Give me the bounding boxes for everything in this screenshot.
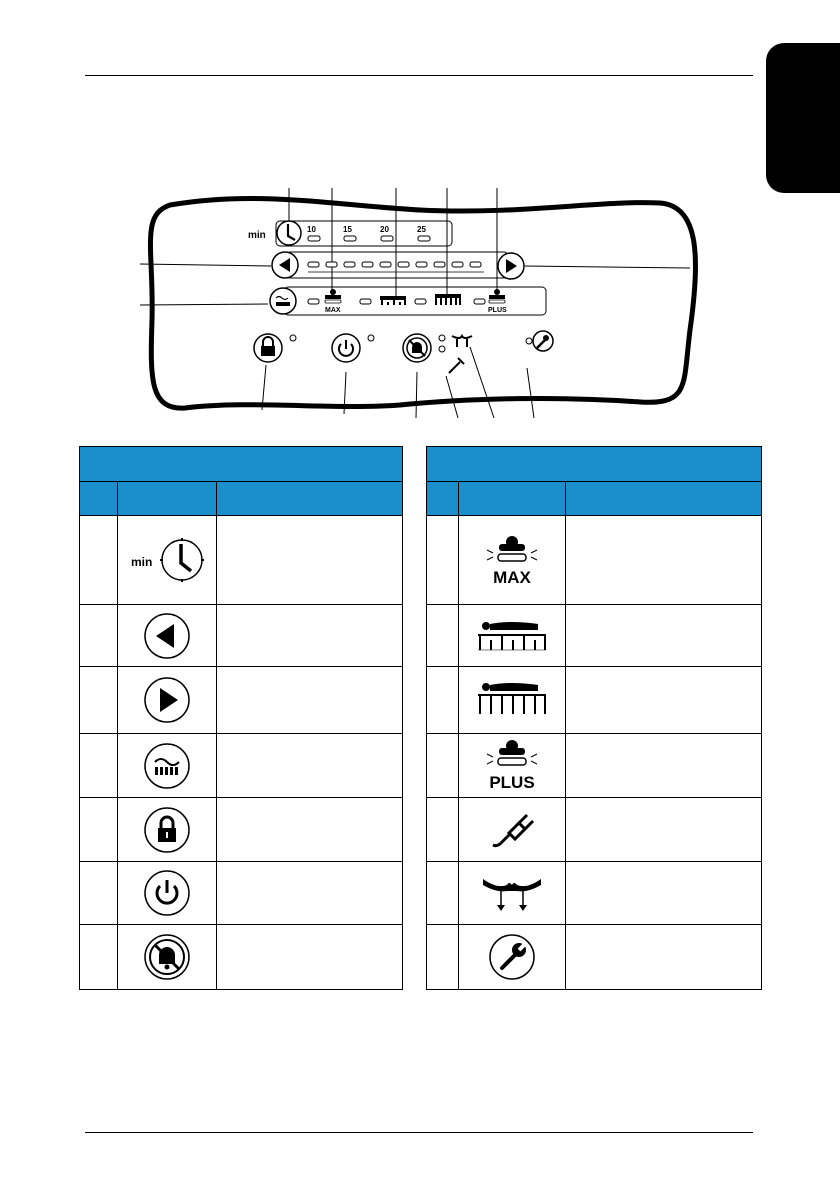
lock-icon bbox=[142, 805, 192, 855]
svg-text:min: min bbox=[131, 555, 153, 569]
table-row bbox=[427, 516, 762, 605]
table-row bbox=[427, 734, 762, 798]
svg-text:MAX: MAX bbox=[493, 568, 531, 587]
panel-cpr-icon bbox=[452, 336, 472, 347]
table-row bbox=[427, 667, 762, 734]
table-row bbox=[427, 605, 762, 667]
legend-right-header-row bbox=[427, 482, 762, 516]
table-row bbox=[427, 798, 762, 862]
panel-alarm-mute-button bbox=[403, 334, 445, 362]
panel-max-label: MAX bbox=[325, 307, 341, 314]
patient-low-pressure-icon bbox=[476, 616, 548, 656]
panel-plus-label: PLUS bbox=[488, 307, 507, 314]
bottom-rule bbox=[85, 1132, 753, 1133]
table-row bbox=[80, 516, 403, 605]
legend-right-title-row bbox=[427, 447, 762, 482]
timer-option-25: 25 bbox=[417, 225, 426, 234]
table-row bbox=[80, 925, 403, 990]
legend-table-left bbox=[79, 446, 403, 990]
panel-service-icon bbox=[526, 331, 553, 351]
power-icon bbox=[142, 868, 192, 918]
table-row bbox=[80, 798, 403, 862]
mode-row bbox=[270, 287, 546, 315]
svg-text:PLUS: PLUS bbox=[489, 772, 535, 792]
timer-option-15: 15 bbox=[343, 225, 352, 234]
left-arrow-icon bbox=[142, 611, 192, 661]
table-row bbox=[80, 667, 403, 734]
panel-plug-icon bbox=[449, 358, 464, 373]
table-row bbox=[427, 925, 762, 990]
max-firm-icon bbox=[479, 530, 545, 590]
clock-icon bbox=[127, 530, 207, 590]
power-plug-icon bbox=[487, 805, 537, 855]
panel-max-icon bbox=[325, 289, 341, 314]
panel-mode-button bbox=[270, 288, 296, 314]
table-row bbox=[80, 605, 403, 667]
timer-option-10: 10 bbox=[307, 225, 316, 234]
table-row bbox=[427, 862, 762, 925]
timer-option-20: 20 bbox=[380, 225, 389, 234]
pressure-level-row bbox=[272, 252, 524, 279]
legend-left-title-row bbox=[80, 447, 403, 482]
timer-row bbox=[248, 221, 452, 246]
panel-lock-button bbox=[254, 334, 296, 362]
wrench-icon bbox=[487, 932, 537, 982]
panel-plus-icon bbox=[488, 289, 507, 314]
legend-left-header-row bbox=[80, 482, 403, 516]
control-panel-diagram bbox=[0, 0, 840, 440]
panel-power-button bbox=[332, 334, 374, 362]
timer-unit-label: min bbox=[248, 230, 266, 241]
right-arrow-icon bbox=[142, 675, 192, 725]
cpr-release-icon bbox=[479, 871, 545, 915]
panel-low-pressure-icon bbox=[380, 296, 406, 305]
alarm-mute-icon bbox=[142, 932, 192, 982]
patient-high-pressure-icon bbox=[476, 679, 548, 721]
legend-table-right bbox=[426, 446, 762, 990]
table-row bbox=[80, 734, 403, 798]
panel-high-pressure-icon bbox=[435, 294, 461, 305]
table-row bbox=[80, 862, 403, 925]
wave-mattress-icon bbox=[142, 741, 192, 791]
plus-firm-icon bbox=[479, 736, 545, 796]
